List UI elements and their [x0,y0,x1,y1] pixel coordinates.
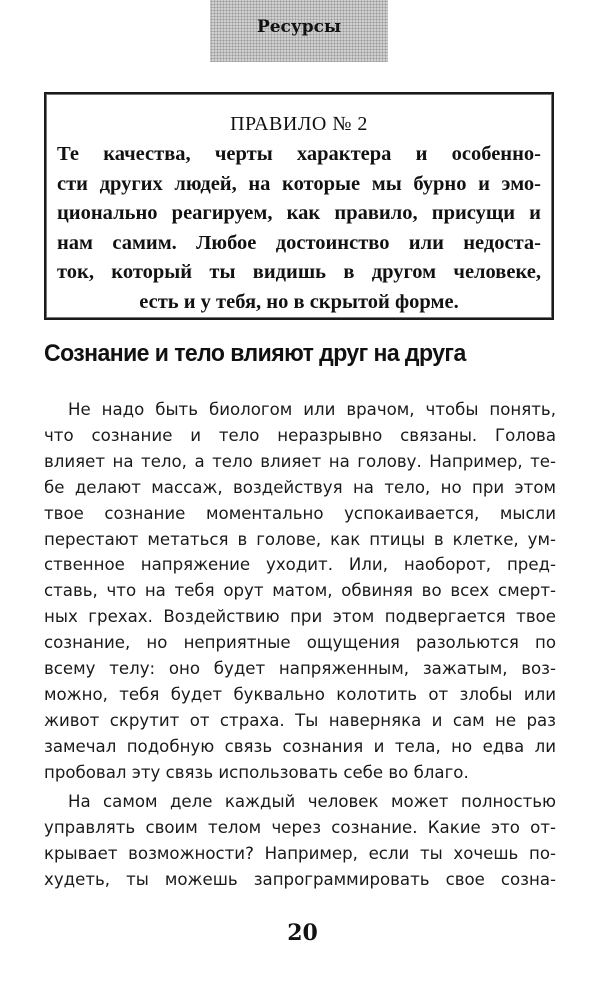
text-line: твое сознание моментально успокаивается, мысли [44,503,556,523]
text-line: ставь, что на тебя орут матом, обвиняя во всех смерт- [44,581,556,601]
text-line: пробовал эту связь использовать себе во благо. [44,762,469,782]
text-line: замечал подобную связь сознания и тела, но едва ли [44,736,556,756]
text-line: всему телу: оно будет напряженным, зажатым, воз- [44,659,556,679]
text-line: сознание, но неприятные ощущения разольются по [44,633,556,653]
running-header [210,0,388,62]
rule-line: есть и у тебя, но в скрытой форме. [139,290,459,313]
rule-line: сти других людей, на которые мы бурно и эмо- [57,172,541,195]
text-line: крывает возможности? Например, если ты хочешь по- [44,843,556,863]
text-line: ных грехах. Воздействию при этом подвергается твое [44,607,556,627]
text-line: Не надо быть биологом или врачом, чтобы понять, [68,400,556,419]
text-line: живот скрутит от страха. Ты наверняка и сам не раз [44,710,556,730]
section-heading: Сознание и тело влияют друг на друга [44,340,466,367]
text-line: перестают метаться в голове, как птицы в клетке, ум- [44,529,556,549]
rule-line: нам самим. Любое достоинство или недоста- [57,231,541,254]
text-line: можно, тебя будет буквально колотить от злобы или [44,684,556,704]
rule-line: ционально реагируем, как правило, присущи и [57,202,541,224]
section-label: Ресурсы [256,17,342,37]
rule-line: ток, который ты видишь в другом человеке, [57,261,541,283]
text-line: управлять своим телом через сознание. Какие это от- [44,817,556,837]
page-number: 20 [287,920,318,946]
rule-box [44,92,554,320]
rule-line: Те качества, черты характера и особенно- [57,143,541,165]
paragraph-2 [44,789,556,893]
text-line: влияет на тело, а тело влияет на голову. Например, те- [44,451,556,471]
text-line: худеть, ты можешь запрограммировать свое созна- [44,869,556,889]
rule-title: ПРАВИЛО № 2 [230,113,368,135]
text-line: что сознание и тело неразрывно связаны. Голова [44,425,556,445]
text-line: На самом деле каждый человек может полностью [68,792,556,811]
paragraph-1 [44,397,556,786]
text-line: бе делают массаж, воздействуя на тело, но при этом [44,477,556,497]
rule-text [46,140,552,317]
text-line: ственное напряжение уходит. Или, наоборот, пред- [44,555,556,575]
